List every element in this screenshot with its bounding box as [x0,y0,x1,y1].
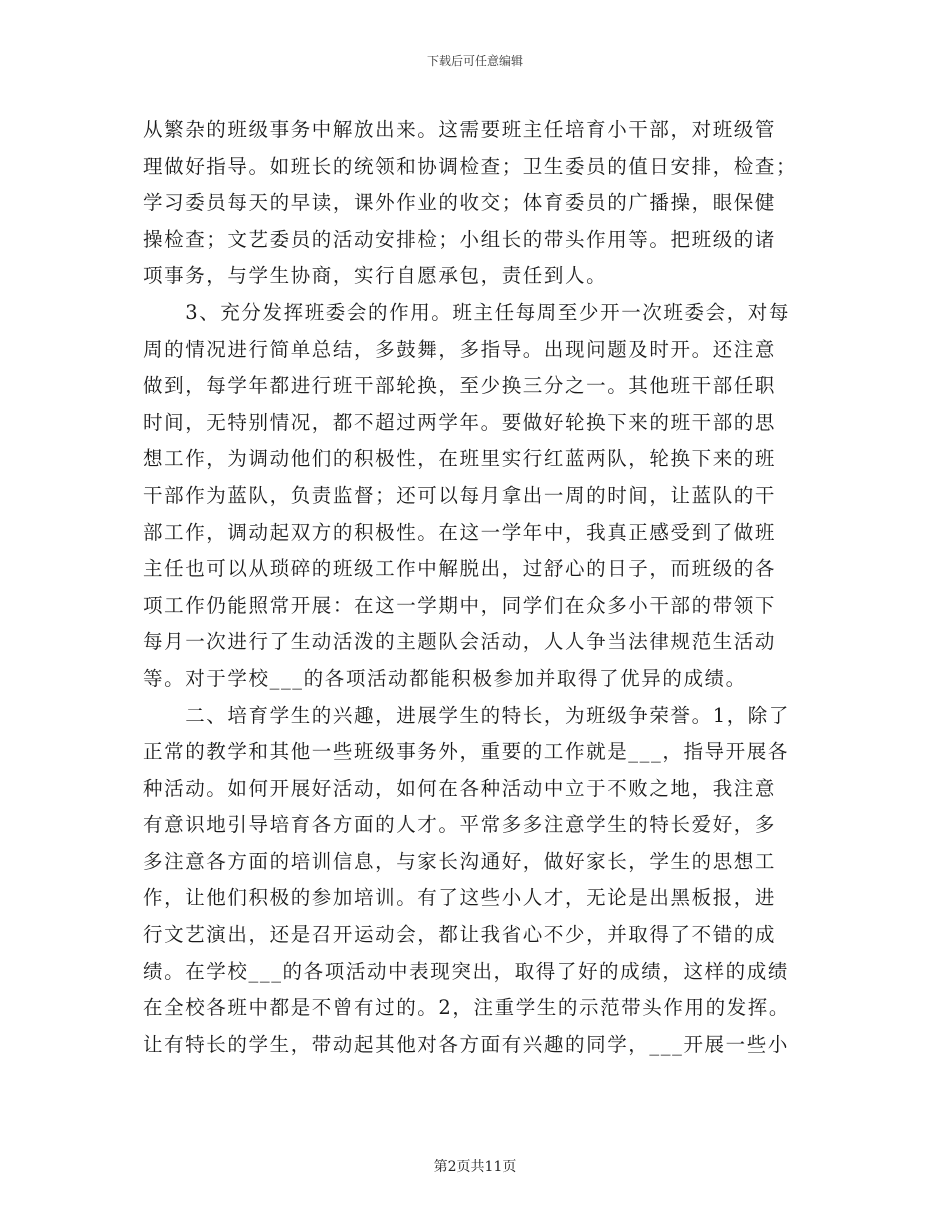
text-line: 从繁杂的班级事务中解放出来。这需要班主任培育小干部，对班级管 [143,118,777,141]
text-line: 操检查；文艺委员的活动安排检；小组长的带头作用等。把班级的诸 [143,227,777,251]
text-line: 有意识地引导培育各方面的人才。平常多多注意学生的特长爱好，多 [143,813,777,837]
text-line: 行文艺演出，还是召开运动会，都让我省心不少，并取得了不错的成 [143,923,777,947]
text-line: 部工作，调动起双方的积极性。在这一学年中，我真正感受到了做班 [143,520,777,544]
text-line: 干部作为蓝队，负责监督；还可以每月拿出一周的时间，让蓝队的干 [143,483,777,507]
document-body [143,112,805,1063]
text-line: 二、培育学生的兴趣，进展学生的特长，为班级争荣誉。1，除了 [143,703,791,727]
text-line: 种活动。如何开展好活动，如何在各种活动中立于不败之地，我注意 [143,776,777,800]
text-line: 项工作仍能照常开展：在这一学期中，同学们在众多小干部的带领下 [143,593,777,617]
text-line: 学习委员每天的早读，课外作业的收交；体育委员的广播操，眼保健 [143,191,777,215]
text-line: 多注意各方面的培训信息，与家长沟通好，做好家长，学生的思想工 [143,849,777,873]
text-line: 时间，无特别情况，都不超过两学年。要做好轮换下来的班干部的思 [143,410,777,434]
text-line: 让有特长的学生，带动起其他对各方面有兴趣的同学，___开展一些小 [143,1032,789,1056]
text-line: 作，让他们积极的参加培训。有了这些小人才，无论是出黑板报，进 [143,886,777,910]
text-line: 在全校各班中都是不曾有过的。2，注重学生的示范带头作用的发挥。 [143,996,791,1020]
page-header-note: 下载后可任意编辑 [426,54,523,68]
text-line: 3、充分发挥班委会的作用。班主任每周至少开一次班委会，对每 [143,300,791,324]
page-number: 第2页共11页 [433,1159,517,1175]
text-line: 周的情况进行简单总结，多鼓舞，多指导。出现问题及时开。还注意 [143,337,777,361]
text-line: 想工作，为调动他们的积极性，在班里实行红蓝两队，轮换下来的班 [143,447,777,471]
text-line: 项事务，与学生协商，实行自愿承包，责任到人。 [143,264,608,288]
text-line: 理做好指导。如班长的统领和协调检查；卫生委员的值日安排，检查； [143,154,798,178]
text-line: 做到，每学年都进行班干部轮换，至少换三分之一。其他班干部任职 [143,374,777,398]
text-line: 每月一次进行了生动活泼的主题队会活动，人人争当法律规范生活动 [143,630,777,654]
text-line: 等。对于学校___的各项活动都能积极参加并取得了优异的成绩。 [143,666,747,690]
text-line: 绩。在学校___的各项活动中表现突出，取得了好的成绩，这样的成绩 [143,959,789,983]
text-line: 主任也可以从琐碎的班级工作中解脱出，过舒心的日子，而班级的各 [143,557,777,581]
text-line: 正常的教学和其他一些班级事务外，重要的工作就是___，指导开展各 [143,740,789,764]
